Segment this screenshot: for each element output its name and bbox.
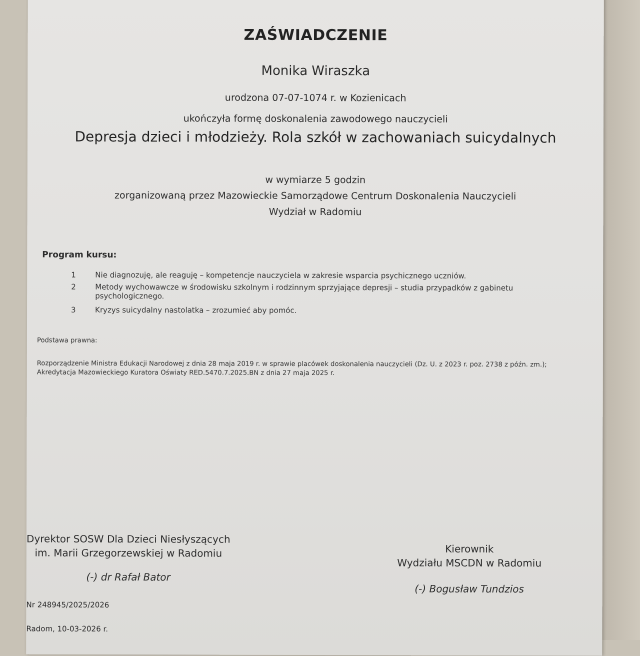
right-signatory-title: Kierownik [445,544,494,556]
program-item: Metody wychowawcze w środowisku szkolnym i rodzinnym sprzyjające depresji – studia przypadków z gabinetu [95,282,514,293]
legal-heading: Podstawa prawna: [36,336,98,345]
legal-line: Akredytacja Mazowieckiego Kuratora Oświaty RED.5470.7.2025.BN z dnia 27 maja 2025 r. [36,368,335,378]
certificate-number: Nr 248945/2025/2026 [26,600,110,610]
right-signature-name: (-) Bogusław Tundzios [414,584,524,596]
background [600,0,640,640]
right-signatory-institution: Wydziału MSCDN w Radomiu [397,558,542,570]
program-item: Kryzys suicydalny nastolatka – zrozumieć aby pomóc. [95,305,297,315]
program-item-number: 3 [71,305,76,315]
left-signatory-title: Dyrektor SOSW Dla Dzieci Niesłyszących [26,534,231,546]
duration: w wymiarze 5 godzin [265,174,366,187]
program-item-continuation: psychologicznego. [95,291,165,301]
program-item-number: 1 [71,270,76,280]
place-date: Radom, 10-03-2026 r. [26,624,109,634]
program-heading: Program kursu: [42,250,117,261]
legal-line: Rozporządzenie Ministra Edukacji Narodowej z dnia 28 maja 2019 r. w sprawie placówek doskonalenia nauczycieli (Dz. U. z 2023 r. poz. 2738 z późn. zm.); [36,359,547,369]
left-signatory-institution: im. Marii Grzegorzewskiej w Radomiu [34,548,223,560]
organizer: zorganizowaną przez Mazowieckie Samorządowe Centrum Doskonalenia Nauczycieli [114,190,517,203]
birth-info: urodzona 07-07-1074 r. w Kozienicach [224,92,407,105]
course-title: Depresja dzieci i młodzieży. Rola szkół w zachowaniach suicydalnych [74,129,557,147]
certificate-title: ZAŚWIADCZENIE [243,25,388,45]
left-signature-name: (-) dr Rafał Bator [86,572,171,584]
certificate-paper [26,0,604,656]
department: Wydział w Radomiu [268,206,362,219]
program-item: Nie diagnozuję, ale reaguję – kompetencje nauczyciela w zakresie wsparcia psychicznego uczniów. [95,270,467,281]
program-item-number: 2 [71,282,76,292]
recipient-name: Monika Wiraszka [261,63,371,80]
completion-text: ukończyła formę doskonalenia zawodowego nauczycieli [183,113,448,126]
